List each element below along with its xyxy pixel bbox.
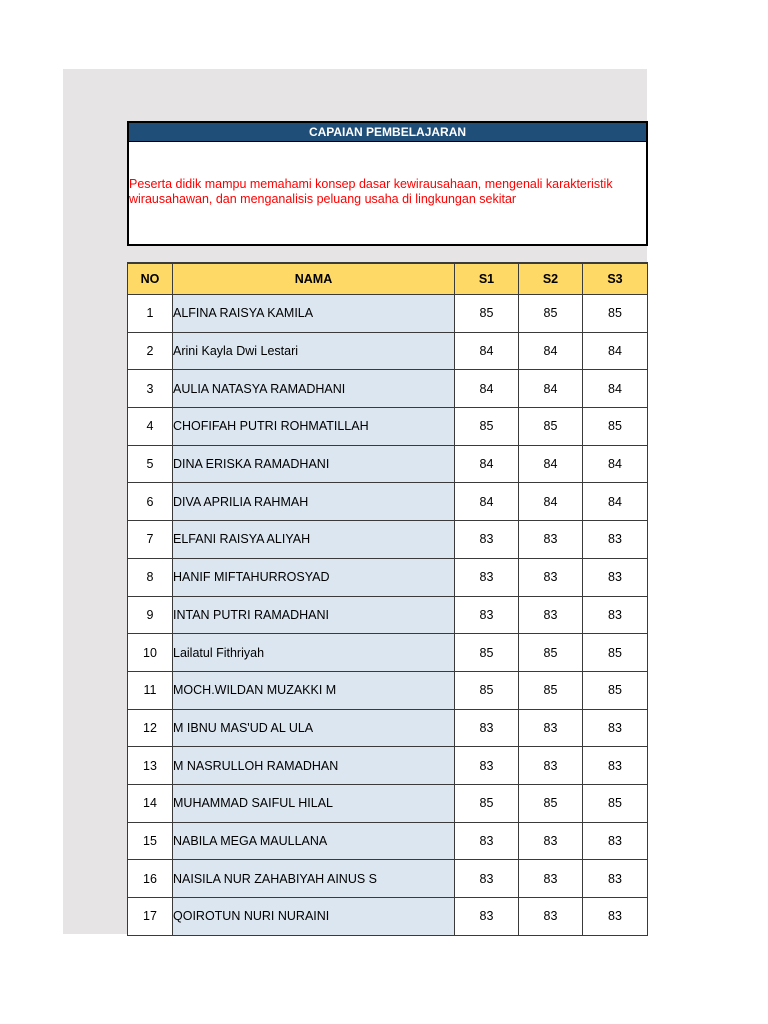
- cell-s3[interactable]: 84: [583, 483, 648, 521]
- cell-nama[interactable]: M NASRULLOH RAMADHAN: [173, 747, 455, 785]
- cell-s2[interactable]: 83: [519, 747, 583, 785]
- cell-s3[interactable]: 83: [583, 558, 648, 596]
- cell-s3[interactable]: 83: [583, 521, 648, 559]
- cell-no[interactable]: 4: [128, 408, 173, 446]
- cell-no[interactable]: 13: [128, 747, 173, 785]
- cell-nama[interactable]: QOIROTUN NURI NURAINI: [173, 898, 455, 936]
- cell-s2[interactable]: 83: [519, 898, 583, 936]
- cell-s2[interactable]: 85: [519, 784, 583, 822]
- cell-no[interactable]: 2: [128, 332, 173, 370]
- cell-s1[interactable]: 84: [455, 370, 519, 408]
- cell-nama[interactable]: DINA ERISKA RAMADHANI: [173, 445, 455, 483]
- cell-s1[interactable]: 83: [455, 596, 519, 634]
- cell-nama[interactable]: NAISILA NUR ZAHABIYAH AINUS S: [173, 860, 455, 898]
- header-no: NO: [128, 263, 173, 295]
- cell-s1[interactable]: 85: [455, 408, 519, 446]
- cell-no[interactable]: 17: [128, 898, 173, 936]
- cell-s2[interactable]: 83: [519, 596, 583, 634]
- cell-s2[interactable]: 83: [519, 709, 583, 747]
- cell-s1[interactable]: 83: [455, 558, 519, 596]
- table-header-row: [128, 263, 648, 295]
- grades-table: [127, 262, 648, 936]
- cell-s1[interactable]: 83: [455, 860, 519, 898]
- table-row: [128, 709, 648, 747]
- cell-s2[interactable]: 84: [519, 445, 583, 483]
- cell-s3[interactable]: 84: [583, 332, 648, 370]
- cell-no[interactable]: 7: [128, 521, 173, 559]
- cell-s1[interactable]: 83: [455, 822, 519, 860]
- cell-s3[interactable]: 84: [583, 370, 648, 408]
- cell-no[interactable]: 6: [128, 483, 173, 521]
- cell-s3[interactable]: 83: [583, 860, 648, 898]
- table-row: [128, 370, 648, 408]
- capaian-text: Peserta didik mampu memahami konsep dasar kewirausahaan, mengenali karakteristik wirausahawan, dan menganalisis peluang usaha di lingkungan sekitar: [129, 177, 613, 206]
- table-row: [128, 747, 648, 785]
- cell-s2[interactable]: 84: [519, 332, 583, 370]
- cell-no[interactable]: 11: [128, 671, 173, 709]
- cell-s3[interactable]: 83: [583, 709, 648, 747]
- cell-s1[interactable]: 83: [455, 898, 519, 936]
- cell-s3[interactable]: 85: [583, 634, 648, 672]
- table-row: [128, 784, 648, 822]
- cell-s1[interactable]: 84: [455, 483, 519, 521]
- cell-s3[interactable]: 83: [583, 596, 648, 634]
- cell-no[interactable]: 10: [128, 634, 173, 672]
- cell-nama[interactable]: CHOFIFAH PUTRI ROHMATILLAH: [173, 408, 455, 446]
- cell-no[interactable]: 12: [128, 709, 173, 747]
- table-row: [128, 898, 648, 936]
- cell-nama[interactable]: ALFINA RAISYA KAMILA: [173, 295, 455, 333]
- table-row: [128, 596, 648, 634]
- table-row: [128, 295, 648, 333]
- cell-s3[interactable]: 83: [583, 747, 648, 785]
- cell-s3[interactable]: 84: [583, 445, 648, 483]
- cell-s1[interactable]: 85: [455, 295, 519, 333]
- cell-s3[interactable]: 85: [583, 295, 648, 333]
- cell-nama[interactable]: INTAN PUTRI RAMADHANI: [173, 596, 455, 634]
- table-row: [128, 634, 648, 672]
- table-row: [128, 445, 648, 483]
- cell-nama[interactable]: ELFANI RAISYA ALIYAH: [173, 521, 455, 559]
- cell-no[interactable]: 3: [128, 370, 173, 408]
- capaian-box: [127, 121, 648, 246]
- cell-s3[interactable]: 85: [583, 671, 648, 709]
- cell-s3[interactable]: 85: [583, 784, 648, 822]
- cell-s1[interactable]: 85: [455, 634, 519, 672]
- cell-nama[interactable]: AULIA NATASYA RAMADHANI: [173, 370, 455, 408]
- header-nama: NAMA: [173, 263, 455, 295]
- table-row: [128, 822, 648, 860]
- header-s1: S1: [455, 263, 519, 295]
- cell-no[interactable]: 5: [128, 445, 173, 483]
- table-row: [128, 671, 648, 709]
- cell-s2[interactable]: 83: [519, 521, 583, 559]
- table-row: [128, 408, 648, 446]
- table-row: [128, 521, 648, 559]
- table-row: [128, 558, 648, 596]
- header-s2: S2: [519, 263, 583, 295]
- cell-s2[interactable]: 83: [519, 860, 583, 898]
- cell-s3[interactable]: 85: [583, 408, 648, 446]
- cell-nama[interactable]: M IBNU MAS'UD AL ULA: [173, 709, 455, 747]
- cell-nama[interactable]: NABILA MEGA MAULLANA: [173, 822, 455, 860]
- table-row: [128, 860, 648, 898]
- cell-s3[interactable]: 83: [583, 898, 648, 936]
- table-row: [128, 483, 648, 521]
- cell-s1[interactable]: 83: [455, 709, 519, 747]
- cell-nama[interactable]: Lailatul Fithriyah: [173, 634, 455, 672]
- cell-s2[interactable]: 84: [519, 370, 583, 408]
- cell-s2[interactable]: 83: [519, 822, 583, 860]
- cell-s3[interactable]: 83: [583, 822, 648, 860]
- cell-nama[interactable]: MOCH.WILDAN MUZAKKI M: [173, 671, 455, 709]
- cell-nama[interactable]: HANIF MIFTAHURROSYAD: [173, 558, 455, 596]
- table-body: [128, 295, 648, 936]
- cell-s2[interactable]: 85: [519, 634, 583, 672]
- cell-s2[interactable]: 83: [519, 558, 583, 596]
- cell-nama[interactable]: Arini Kayla Dwi Lestari: [173, 332, 455, 370]
- table-row: [128, 332, 648, 370]
- cell-no[interactable]: 16: [128, 860, 173, 898]
- cell-no[interactable]: 8: [128, 558, 173, 596]
- cell-nama[interactable]: MUHAMMAD SAIFUL HILAL: [173, 784, 455, 822]
- cell-no[interactable]: 15: [128, 822, 173, 860]
- header-s3: S3: [583, 263, 648, 295]
- cell-s2[interactable]: 85: [519, 408, 583, 446]
- cell-s1[interactable]: 85: [455, 671, 519, 709]
- cell-s2[interactable]: 85: [519, 671, 583, 709]
- cell-no[interactable]: 1: [128, 295, 173, 333]
- cell-no[interactable]: 9: [128, 596, 173, 634]
- cell-no[interactable]: 14: [128, 784, 173, 822]
- capaian-title: CAPAIAN PEMBELAJARAN: [129, 123, 646, 142]
- cell-s1[interactable]: 85: [455, 784, 519, 822]
- cell-s2[interactable]: 85: [519, 295, 583, 333]
- cell-s1[interactable]: 83: [455, 747, 519, 785]
- cell-s2[interactable]: 84: [519, 483, 583, 521]
- cell-s1[interactable]: 84: [455, 332, 519, 370]
- cell-s1[interactable]: 84: [455, 445, 519, 483]
- cell-nama[interactable]: DIVA APRILIA RAHMAH: [173, 483, 455, 521]
- cell-s1[interactable]: 83: [455, 521, 519, 559]
